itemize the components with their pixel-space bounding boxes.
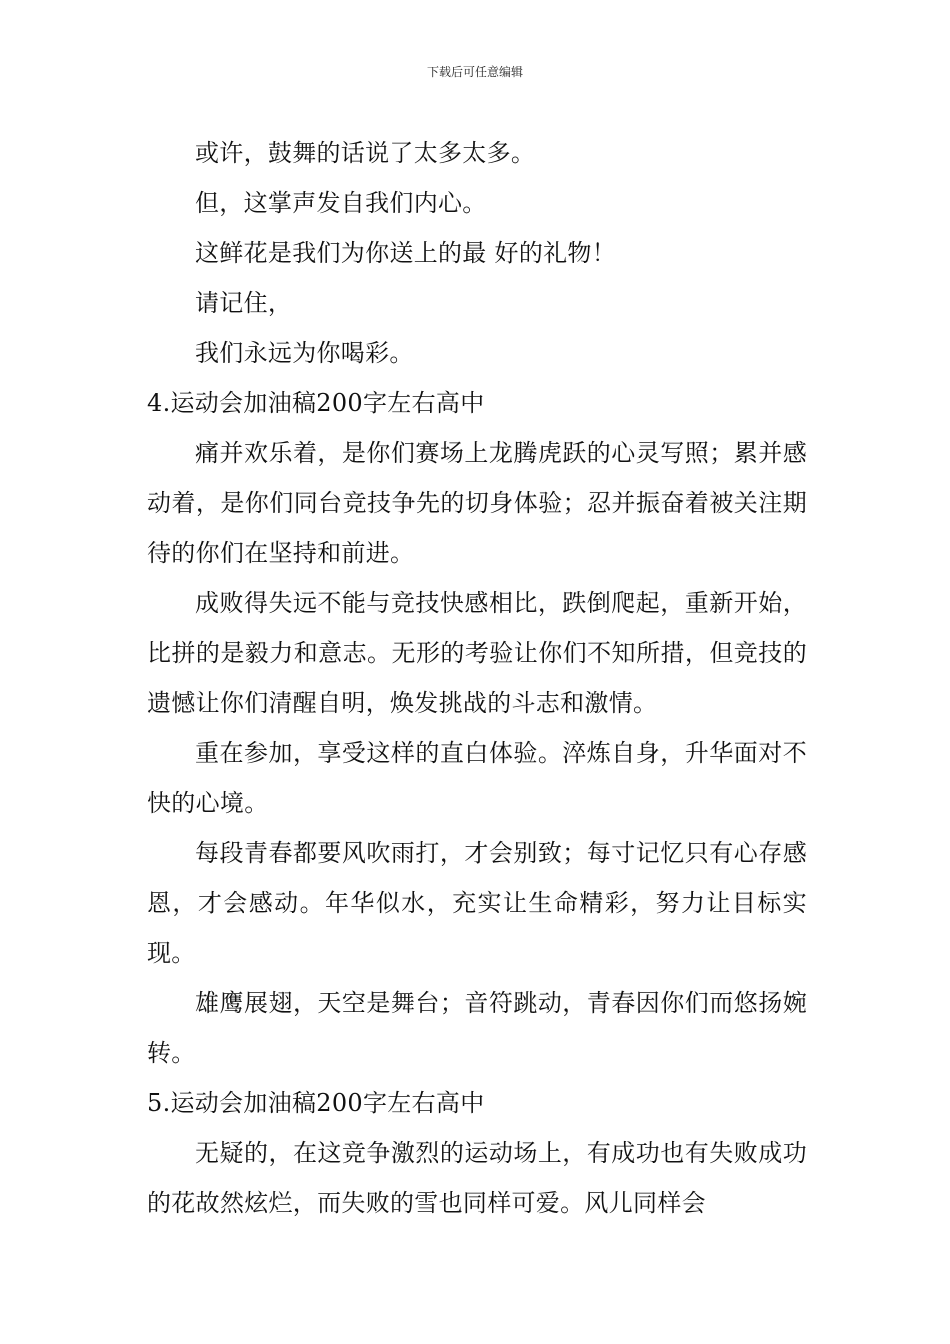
paragraph: 无疑的，在这竞争激烈的运动场上，有成功也有失败成功的花故然炫烂，而失败的雪也同样可爱。风儿同样会 bbox=[147, 1139, 807, 1217]
paragraph: 请记住， bbox=[195, 289, 293, 317]
paragraph: 痛并欢乐着，是你们赛场上龙腾虎跃的心灵写照；累并感动着，是你们同台竞技争先的切身体验；忍并振奋着被关注期待的你们在坚持和前进。 bbox=[147, 439, 807, 567]
page-header: 下载后可任意编辑 bbox=[426, 65, 523, 79]
paragraph: 重在参加，享受这样的直白体验。淬炼自身，升华面对不快的心境。 bbox=[147, 739, 807, 817]
section-heading: 5.运动会加油稿200字左右高中 bbox=[147, 1089, 485, 1117]
paragraph: 但，这掌声发自我们内心。 bbox=[195, 189, 487, 217]
paragraph: 雄鹰展翅，天空是舞台；音符跳动，青春因你们而悠扬婉转。 bbox=[147, 989, 807, 1067]
paragraph: 这鲜花是我们为你送上的最 好的礼物！ bbox=[195, 239, 617, 267]
paragraph: 我们永远为你喝彩。 bbox=[195, 339, 414, 367]
paragraph: 成败得失远不能与竞技快感相比，跌倒爬起，重新开始，比拼的是毅力和意志。无形的考验让你们不知所措，但竞技的遗憾让你们清醒自明，焕发挑战的斗志和激情。 bbox=[147, 589, 807, 717]
section-heading: 4.运动会加油稿200字左右高中 bbox=[147, 389, 485, 417]
paragraph: 或许，鼓舞的话说了太多太多。 bbox=[195, 139, 536, 167]
paragraph: 每段青春都要风吹雨打，才会别致；每寸记忆只有心存感恩，才会感动。年华似水，充实让生命精彩，努力让目标实现。 bbox=[147, 839, 807, 967]
document-body bbox=[147, 128, 807, 1228]
